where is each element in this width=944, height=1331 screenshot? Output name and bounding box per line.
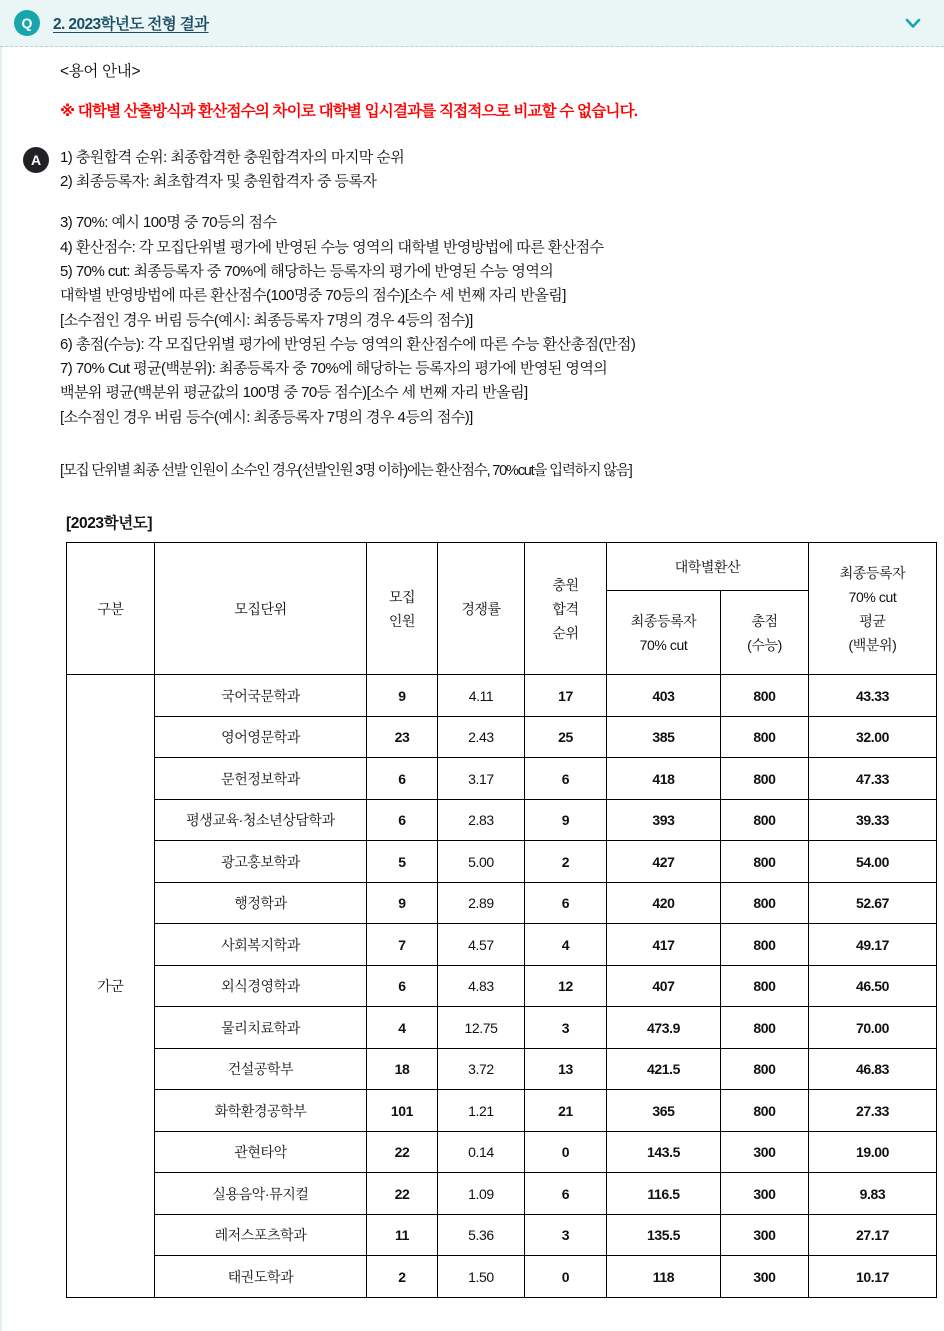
cell-avg: 19.00 xyxy=(809,1131,937,1173)
cell-quota: 6 xyxy=(367,799,438,841)
answer-badge-wrap xyxy=(23,147,49,173)
cell-unit: 태권도학과 xyxy=(155,1256,367,1298)
table-row xyxy=(67,882,937,924)
cell-quota: 6 xyxy=(367,758,438,800)
table-row xyxy=(67,1007,937,1049)
th-rank-line3: 순위 xyxy=(552,625,579,642)
th-avg-line1: 최종등록자 xyxy=(839,564,906,581)
cell-unit: 실용음악·뮤지컬 xyxy=(155,1173,367,1215)
cell-rank: 6 xyxy=(525,882,607,924)
cell-cut: 407 xyxy=(607,965,721,1007)
th-avg-line4: (백분위) xyxy=(848,637,897,654)
cell-avg: 39.33 xyxy=(809,799,937,841)
cell-avg: 49.17 xyxy=(809,924,937,966)
table-row xyxy=(67,924,937,966)
table-row xyxy=(67,1048,937,1090)
cell-unit: 평생교육·청소년상담학과 xyxy=(155,799,367,841)
cell-total: 800 xyxy=(721,675,809,717)
cell-total: 800 xyxy=(721,1090,809,1132)
cell-avg: 43.33 xyxy=(809,675,937,717)
th-percentile-avg xyxy=(809,543,937,675)
cell-cut: 418 xyxy=(607,758,721,800)
cell-rank: 2 xyxy=(525,841,607,883)
cell-avg: 27.17 xyxy=(809,1214,937,1256)
cell-ratio: 5.36 xyxy=(438,1214,525,1256)
comparison-warning: ※ 대학별 산출방식과 환산점수의 차이로 대학별 입시결과를 직접적으로 비교할 수 없습니다. xyxy=(60,102,638,120)
cell-unit: 영어영문학과 xyxy=(155,716,367,758)
cell-unit: 레저스포츠학과 xyxy=(155,1214,367,1256)
note-item: 6) 총점(수능): 각 모집단위별 평가에 반영된 수능 영역의 환산점수에 따른 수능 환산총점(만점) xyxy=(60,335,636,353)
cell-ratio: 2.89 xyxy=(438,882,525,924)
th-univ-conversion: 대학별환산 xyxy=(607,543,809,591)
cell-avg: 47.33 xyxy=(809,758,937,800)
cell-rank: 0 xyxy=(525,1256,607,1298)
cell-avg: 46.50 xyxy=(809,965,937,1007)
cell-total: 800 xyxy=(721,924,809,966)
cell-rank: 4 xyxy=(525,924,607,966)
table-row xyxy=(67,716,937,758)
table-row xyxy=(67,965,937,1007)
note-item: 7) 70% Cut 평균(백분위): 최종등록자 중 70%에 해당하는 등록자의 평가에 반영된 영역의 xyxy=(60,360,608,378)
cell-group: 가군 xyxy=(67,675,155,1298)
cell-unit: 행정학과 xyxy=(155,882,367,924)
note-item: 1) 충원합격 순위: 최종합격한 충원합격자의 마지막 순위 xyxy=(60,148,405,166)
th-quota-line2: 인원 xyxy=(388,612,416,629)
cell-unit: 사회복지학과 xyxy=(155,924,367,966)
cell-quota: 11 xyxy=(367,1214,438,1256)
th-cut-line1: 최종등록자 xyxy=(630,612,697,629)
th-total-line2: (수능) xyxy=(747,636,782,653)
cell-quota: 22 xyxy=(367,1173,438,1215)
term-guide-title: <용어 안내> xyxy=(60,63,141,80)
chevron-down-icon[interactable] xyxy=(900,10,926,36)
cell-cut: 473.9 xyxy=(607,1007,721,1049)
th-ratio: 경쟁률 xyxy=(438,543,525,675)
cell-rank: 12 xyxy=(525,965,607,1007)
answer-content xyxy=(2,63,944,1298)
cell-cut: 403 xyxy=(607,675,721,717)
note-item: 대학별 반영방법에 따른 환산점수(100명중 70등의 점수)[소수 세 번째 자리 반올림] xyxy=(60,287,566,305)
answer-badge-icon: A xyxy=(23,147,49,173)
th-final-cut xyxy=(607,591,721,675)
cell-quota: 101 xyxy=(367,1090,438,1132)
cell-unit: 물리치료학과 xyxy=(155,1007,367,1049)
cell-rank: 3 xyxy=(525,1214,607,1256)
table-row xyxy=(67,675,937,717)
cell-total: 800 xyxy=(721,882,809,924)
cell-unit: 문헌정보학과 xyxy=(155,758,367,800)
th-quota xyxy=(367,543,438,675)
table-row xyxy=(67,1173,937,1215)
th-rank-line1: 충원 xyxy=(552,576,579,593)
note-item: [소수점인 경우 버림 등수(예시: 최종등록자 7명의 경우 4등의 점수)] xyxy=(60,408,473,426)
table-row xyxy=(67,799,937,841)
cell-total: 800 xyxy=(721,965,809,1007)
cell-quota: 2 xyxy=(367,1256,438,1298)
cell-quota: 9 xyxy=(367,675,438,717)
cell-ratio: 1.21 xyxy=(438,1090,525,1132)
year-label: [2023학년도] xyxy=(66,515,153,533)
question-badge-icon: Q xyxy=(14,10,40,36)
cell-rank: 3 xyxy=(525,1007,607,1049)
cell-total: 800 xyxy=(721,716,809,758)
cell-ratio: 12.75 xyxy=(438,1007,525,1049)
cell-total: 800 xyxy=(721,799,809,841)
cell-avg: 54.00 xyxy=(809,841,937,883)
cell-avg: 10.17 xyxy=(809,1256,937,1298)
cell-total: 300 xyxy=(721,1214,809,1256)
cell-avg: 46.83 xyxy=(809,1048,937,1090)
table-row xyxy=(67,1090,937,1132)
cell-rank: 17 xyxy=(525,675,607,717)
note-item: 백분위 평균(백분위 평균값의 100명 중 70등 점수)[소수 세 번째 자리 반올림] xyxy=(60,384,528,402)
th-group: 구분 xyxy=(67,543,155,675)
cell-unit: 관현타악 xyxy=(155,1131,367,1173)
cell-ratio: 4.11 xyxy=(438,675,525,717)
cell-rank: 9 xyxy=(525,799,607,841)
cell-cut: 143.5 xyxy=(607,1131,721,1173)
th-avg-line2: 70% cut xyxy=(848,588,897,605)
th-rank xyxy=(525,543,607,675)
small-quota-footnote: [모집 단위별 최종 선발 인원이 소수인 경우(선발인원 3명 이하)에는 환산점수, 70%cut을 입력하지 않음] xyxy=(60,463,632,479)
th-rank-line2: 합격 xyxy=(552,600,579,617)
cell-ratio: 3.17 xyxy=(438,758,525,800)
cell-rank: 21 xyxy=(525,1090,607,1132)
table-row xyxy=(67,758,937,800)
cell-quota: 23 xyxy=(367,716,438,758)
cell-total: 300 xyxy=(721,1256,809,1298)
admission-results-table xyxy=(66,542,937,1298)
cell-cut: 135.5 xyxy=(607,1214,721,1256)
cell-ratio: 1.09 xyxy=(438,1173,525,1215)
table-row xyxy=(67,841,937,883)
cell-cut: 116.5 xyxy=(607,1173,721,1215)
cell-quota: 4 xyxy=(367,1007,438,1049)
accordion-title[interactable]: 2. 2023학년도 전형 결과 xyxy=(53,16,209,33)
cell-ratio: 0.14 xyxy=(438,1131,525,1173)
cell-ratio: 2.43 xyxy=(438,716,525,758)
cell-rank: 6 xyxy=(525,758,607,800)
note-item: 3) 70%: 예시 100명 중 70등의 점수 xyxy=(60,214,277,232)
cell-rank: 25 xyxy=(525,716,607,758)
cell-avg: 9.83 xyxy=(809,1173,937,1215)
cell-ratio: 1.50 xyxy=(438,1256,525,1298)
table-row xyxy=(67,1131,937,1173)
cell-avg: 70.00 xyxy=(809,1007,937,1049)
cell-cut: 385 xyxy=(607,716,721,758)
cell-total: 800 xyxy=(721,1048,809,1090)
cell-ratio: 3.72 xyxy=(438,1048,525,1090)
cell-cut: 427 xyxy=(607,841,721,883)
note-item: [소수점인 경우 버림 등수(예시: 최종등록자 7명의 경우 4등의 점수)] xyxy=(60,311,473,329)
table-body xyxy=(67,675,937,1298)
th-total-score xyxy=(721,591,809,675)
cell-total: 800 xyxy=(721,758,809,800)
spacer xyxy=(60,430,930,460)
header-row-1 xyxy=(67,543,937,591)
cell-unit: 광고홍보학과 xyxy=(155,841,367,883)
cell-unit: 건설공학부 xyxy=(155,1048,367,1090)
cell-cut: 421.5 xyxy=(607,1048,721,1090)
th-unit: 모집단위 xyxy=(155,543,367,675)
cell-rank: 6 xyxy=(525,1173,607,1215)
table-head xyxy=(67,543,937,675)
cell-quota: 22 xyxy=(367,1131,438,1173)
cell-unit: 외식경영학과 xyxy=(155,965,367,1007)
note-item: 4) 환산점수: 각 모집단위별 평가에 반영된 수능 영역의 대학별 반영방법에 따른 환산점수 xyxy=(60,238,604,256)
th-cut-line2: 70% cut xyxy=(639,636,688,653)
spacer xyxy=(60,194,930,211)
table-row xyxy=(67,1214,937,1256)
cell-ratio: 4.83 xyxy=(438,965,525,1007)
cell-avg: 32.00 xyxy=(809,716,937,758)
cell-quota: 9 xyxy=(367,882,438,924)
cell-quota: 6 xyxy=(367,965,438,1007)
th-quota-line1: 모집 xyxy=(388,588,416,605)
note-item: 5) 70% cut: 최종등록자 중 70%에 해당하는 등록자의 평가에 반영된 수능 영역의 xyxy=(60,262,554,280)
cell-total: 800 xyxy=(721,841,809,883)
cell-cut: 393 xyxy=(607,799,721,841)
cell-ratio: 2.83 xyxy=(438,799,525,841)
cell-quota: 7 xyxy=(367,924,438,966)
cell-total: 300 xyxy=(721,1131,809,1173)
accordion-body xyxy=(0,47,944,1331)
cell-avg: 27.33 xyxy=(809,1090,937,1132)
cell-cut: 420 xyxy=(607,882,721,924)
cell-unit: 국어국문학과 xyxy=(155,675,367,717)
cell-cut: 118 xyxy=(607,1256,721,1298)
note-item: 2) 최종등록자: 최초합격자 및 충원합격자 중 등록자 xyxy=(60,173,377,191)
th-total-line1: 총점 xyxy=(751,612,778,629)
cell-rank: 13 xyxy=(525,1048,607,1090)
accordion-header[interactable] xyxy=(0,0,944,47)
cell-cut: 365 xyxy=(607,1090,721,1132)
cell-unit: 화학환경공학부 xyxy=(155,1090,367,1132)
cell-total: 300 xyxy=(721,1173,809,1215)
cell-ratio: 5.00 xyxy=(438,841,525,883)
cell-cut: 417 xyxy=(607,924,721,966)
results-table-wrap xyxy=(60,542,930,1298)
cell-avg: 52.67 xyxy=(809,882,937,924)
table-row xyxy=(67,1256,937,1298)
cell-quota: 18 xyxy=(367,1048,438,1090)
cell-quota: 5 xyxy=(367,841,438,883)
cell-total: 800 xyxy=(721,1007,809,1049)
cell-rank: 0 xyxy=(525,1131,607,1173)
th-avg-line3: 평균 xyxy=(859,612,886,629)
cell-ratio: 4.57 xyxy=(438,924,525,966)
